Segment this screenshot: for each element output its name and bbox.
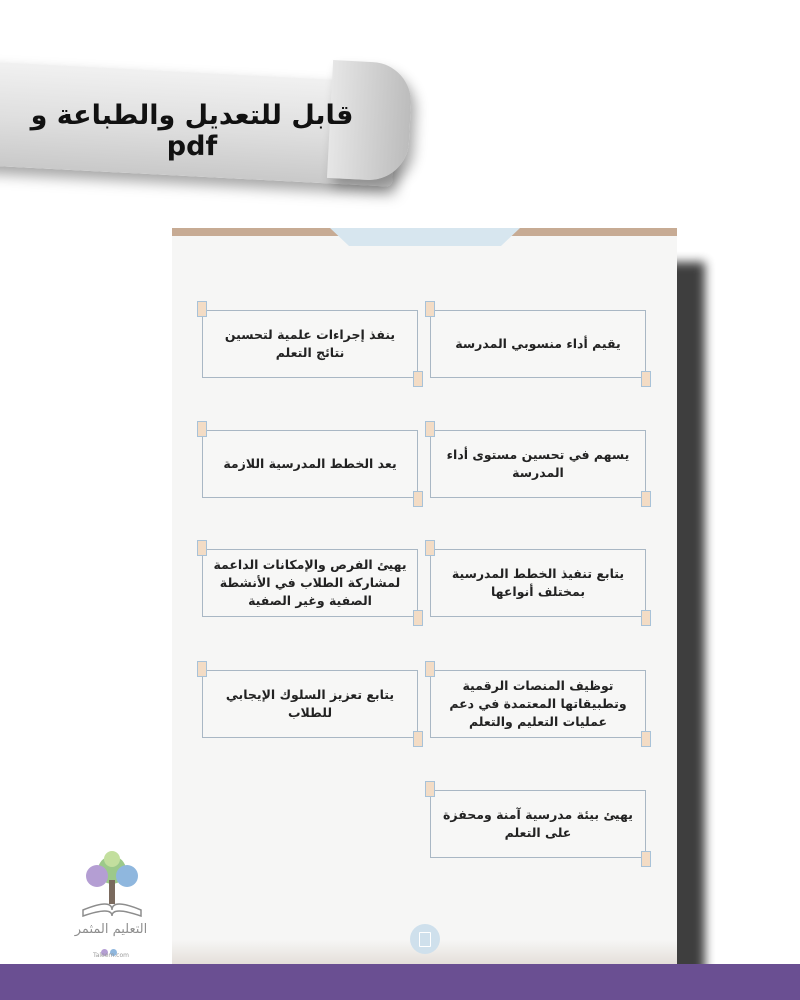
banner-title: قابل للتعديل والطباعة و pdf	[30, 100, 354, 162]
sheet-top-tab	[330, 228, 520, 246]
duty-text: يهيئ الفرص والإمكانات الداعمة لمشاركة الطلاب في الأنشطة الصفية وغير الصفية	[213, 556, 407, 609]
duty-box-6	[202, 549, 418, 617]
document-icon	[410, 924, 440, 954]
duty-text: توظيف المنصات الرقمية وتطبيقاتها المعتمدة في دعم عمليات التعليم والتعلم	[449, 677, 627, 730]
duty-box-4	[202, 430, 418, 498]
duty-text: يهيئ بيئة مدرسية آمنة ومحفزة على التعلم	[443, 806, 633, 840]
duty-box-1	[430, 310, 646, 378]
duty-box-2	[202, 310, 418, 378]
duty-box-9	[430, 790, 646, 858]
logo-name: التعليم المثمر	[74, 922, 148, 937]
duty-text: يتابع تعزيز السلوك الإيجابي للطلاب	[225, 686, 395, 720]
duty-box-8	[202, 670, 418, 738]
duty-text: يعد الخطط المدرسية اللازمة	[223, 455, 397, 471]
duty-text: يقيم أداء منسوبي المدرسة	[455, 335, 621, 351]
duty-text: ينفذ إجراءات علمية لتحسين نتائج التعلم	[224, 326, 396, 360]
duty-box-5	[430, 549, 646, 617]
logo-url: Taleem.com	[93, 952, 129, 959]
tree-book-icon	[73, 850, 151, 922]
duty-box-7	[430, 670, 646, 738]
footer-bar	[0, 964, 800, 1000]
duty-text: يسهم في تحسين مستوى أداء المدرسة	[446, 446, 630, 480]
duty-box-3	[430, 430, 646, 498]
duty-text: يتابع تنفيذ الخطط المدرسية بمختلف أنواعها	[451, 565, 625, 599]
